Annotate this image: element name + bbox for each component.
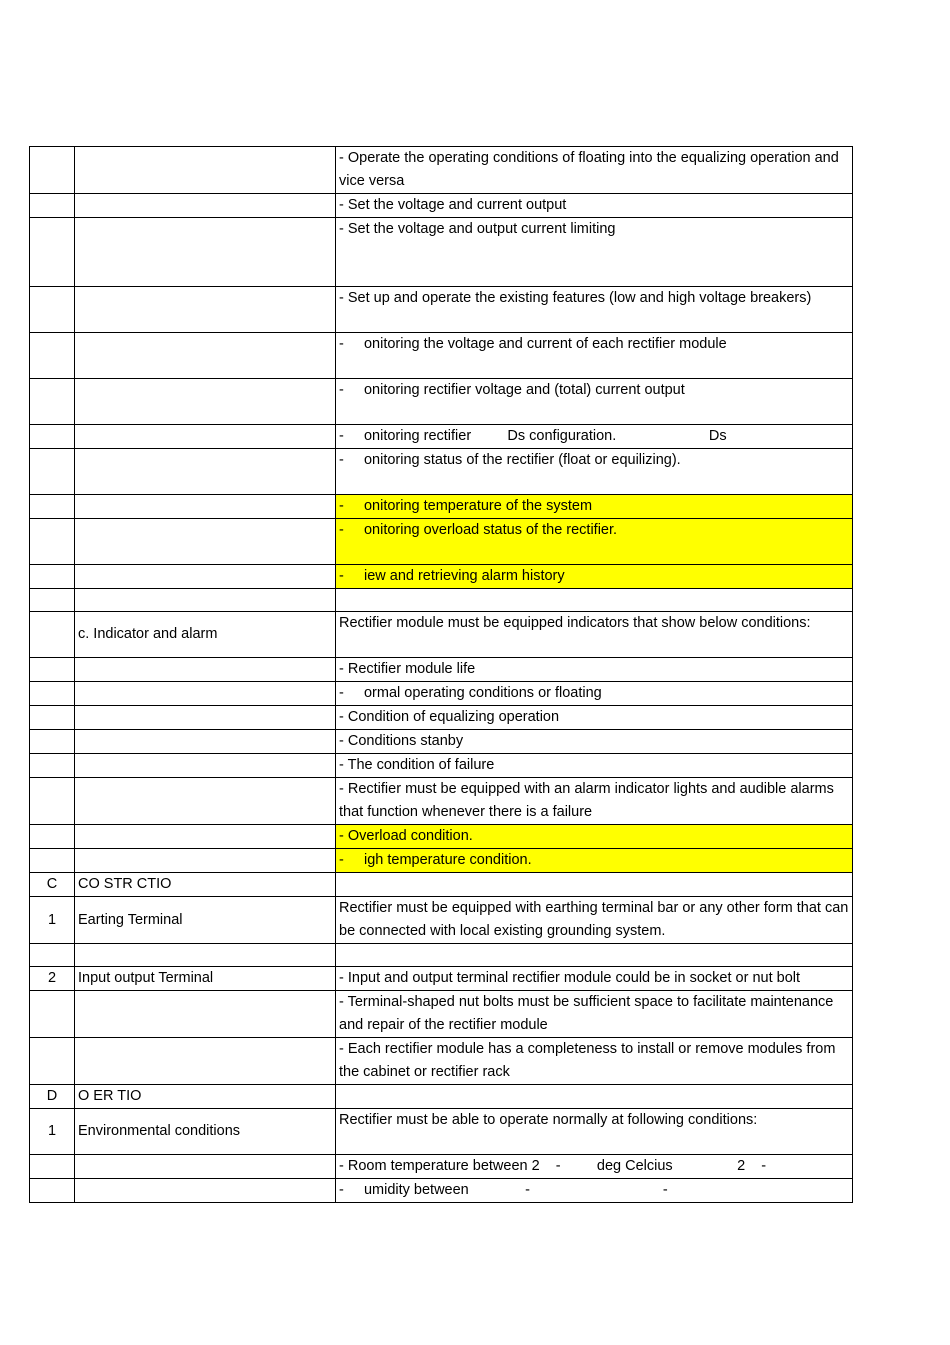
item-label-cell: Earting Terminal (75, 897, 336, 944)
row-number-cell: 1 (30, 897, 75, 944)
table-row (30, 519, 853, 565)
table-row (30, 218, 853, 287)
table-row (30, 287, 853, 333)
row-number-cell (30, 449, 75, 495)
spec-text-cell: - Rectifier must be equipped with an alarm indicator lights and audible alarms that function whenever there is a failure (336, 778, 853, 825)
spec-text-cell: - Conditions stanby (336, 730, 853, 754)
item-label-cell (75, 1038, 336, 1085)
item-label-cell (75, 147, 336, 194)
table-row (30, 449, 853, 495)
item-label-cell (75, 1155, 336, 1179)
spec-text-cell: - onitoring the voltage and current of each rectifier module (336, 333, 853, 379)
spec-text-cell: - Input and output terminal rectifier module could be in socket or nut bolt (336, 967, 853, 991)
row-number-cell (30, 287, 75, 333)
spec-text-cell: - Each rectifier module has a completeness to install or remove modules from the cabinet or rectifier rack (336, 1038, 853, 1085)
table-row (30, 754, 853, 778)
item-label-cell (75, 944, 336, 967)
row-number-cell: C (30, 873, 75, 897)
spec-text-cell (336, 873, 853, 897)
spec-text-cell: - Set the voltage and current output (336, 194, 853, 218)
item-label-cell (75, 1179, 336, 1203)
spec-text-cell: - onitoring rectifier voltage and (total) current output (336, 379, 853, 425)
item-label-cell (75, 849, 336, 873)
table-row (30, 658, 853, 682)
row-number-cell (30, 825, 75, 849)
table-row (30, 147, 853, 194)
spec-text-cell: - Condition of equalizing operation (336, 706, 853, 730)
row-number-cell (30, 194, 75, 218)
row-number-cell (30, 379, 75, 425)
table-row (30, 730, 853, 754)
spec-text-cell: - Rectifier module life (336, 658, 853, 682)
spec-text-cell: - Set the voltage and output current limiting (336, 218, 853, 287)
table-row (30, 1085, 853, 1109)
item-label-cell (75, 565, 336, 589)
highlighted-spec-cell: - Overload condition. (336, 825, 853, 849)
row-number-cell (30, 218, 75, 287)
spec-text-cell: - ormal operating conditions or floating (336, 682, 853, 706)
spec-text-cell: Rectifier must be equipped with earthing terminal bar or any other form that can be connected with local existing grounding system. (336, 897, 853, 944)
item-label-cell (75, 218, 336, 287)
spec-text-cell: - umidity between - - (336, 1179, 853, 1203)
row-number-cell (30, 991, 75, 1038)
item-label-cell (75, 287, 336, 333)
table-row (30, 778, 853, 825)
row-number-cell (30, 1038, 75, 1085)
row-number-cell: 1 (30, 1109, 75, 1155)
table-row (30, 967, 853, 991)
item-label-cell (75, 333, 336, 379)
row-number-cell (30, 589, 75, 612)
table-row (30, 194, 853, 218)
row-number-cell (30, 519, 75, 565)
table-row (30, 333, 853, 379)
row-number-cell (30, 944, 75, 967)
table-row (30, 1155, 853, 1179)
spec-table-body (30, 147, 853, 1203)
spec-text-cell: - onitoring rectifier Ds configuration. Ds (336, 425, 853, 449)
spec-text-cell (336, 1085, 853, 1109)
row-number-cell (30, 612, 75, 658)
table-row (30, 944, 853, 967)
row-number-cell (30, 730, 75, 754)
item-label-cell (75, 825, 336, 849)
table-row (30, 612, 853, 658)
table-row (30, 379, 853, 425)
item-label-cell (75, 706, 336, 730)
table-row (30, 825, 853, 849)
item-label-cell: c. Indicator and alarm (75, 612, 336, 658)
table-row (30, 849, 853, 873)
item-label-cell (75, 991, 336, 1038)
spec-table (29, 146, 853, 1203)
table-row (30, 565, 853, 589)
row-number-cell: D (30, 1085, 75, 1109)
table-row (30, 897, 853, 944)
table-row (30, 991, 853, 1038)
spec-text-cell: Rectifier module must be equipped indicators that show below conditions: (336, 612, 853, 658)
table-row (30, 425, 853, 449)
item-label-cell (75, 730, 336, 754)
item-label-cell (75, 425, 336, 449)
spec-text-cell: - Set up and operate the existing features (low and high voltage breakers) (336, 287, 853, 333)
item-label-cell: Input output Terminal (75, 967, 336, 991)
row-number-cell (30, 495, 75, 519)
row-number-cell (30, 147, 75, 194)
item-label-cell: O ER TIO (75, 1085, 336, 1109)
spec-text-cell: - Terminal-shaped nut bolts must be sufficient space to facilitate maintenance and repair of the rectifier module (336, 991, 853, 1038)
row-number-cell (30, 333, 75, 379)
table-row (30, 873, 853, 897)
item-label-cell (75, 778, 336, 825)
item-label-cell (75, 589, 336, 612)
row-number-cell: 2 (30, 967, 75, 991)
spec-text-cell: - Operate the operating conditions of floating into the equalizing operation and vice versa (336, 147, 853, 194)
item-label-cell: CO STR CTIO (75, 873, 336, 897)
table-row (30, 682, 853, 706)
item-label-cell (75, 379, 336, 425)
row-number-cell (30, 658, 75, 682)
item-label-cell (75, 658, 336, 682)
row-number-cell (30, 849, 75, 873)
spec-text-cell: Rectifier must be able to operate normally at following conditions: (336, 1109, 853, 1155)
row-number-cell (30, 1179, 75, 1203)
item-label-cell (75, 754, 336, 778)
item-label-cell (75, 449, 336, 495)
table-row (30, 706, 853, 730)
table-row (30, 1109, 853, 1155)
table-row (30, 1038, 853, 1085)
row-number-cell (30, 1155, 75, 1179)
row-number-cell (30, 682, 75, 706)
highlighted-spec-cell: - onitoring overload status of the rectifier. (336, 519, 853, 565)
row-number-cell (30, 706, 75, 730)
spec-text-cell: - The condition of failure (336, 754, 853, 778)
spec-text-cell (336, 589, 853, 612)
table-row (30, 1179, 853, 1203)
item-label-cell: Environmental conditions (75, 1109, 336, 1155)
item-label-cell (75, 519, 336, 565)
highlighted-spec-cell: - igh temperature condition. (336, 849, 853, 873)
spec-text-cell (336, 944, 853, 967)
row-number-cell (30, 565, 75, 589)
table-row (30, 589, 853, 612)
row-number-cell (30, 425, 75, 449)
item-label-cell (75, 194, 336, 218)
row-number-cell (30, 754, 75, 778)
highlighted-spec-cell: - iew and retrieving alarm history (336, 565, 853, 589)
item-label-cell (75, 495, 336, 519)
spec-text-cell: - Room temperature between 2 - deg Celcius 2 - (336, 1155, 853, 1179)
spec-text-cell: - onitoring status of the rectifier (float or equilizing). (336, 449, 853, 495)
row-number-cell (30, 778, 75, 825)
item-label-cell (75, 682, 336, 706)
highlighted-spec-cell: - onitoring temperature of the system (336, 495, 853, 519)
table-row (30, 495, 853, 519)
